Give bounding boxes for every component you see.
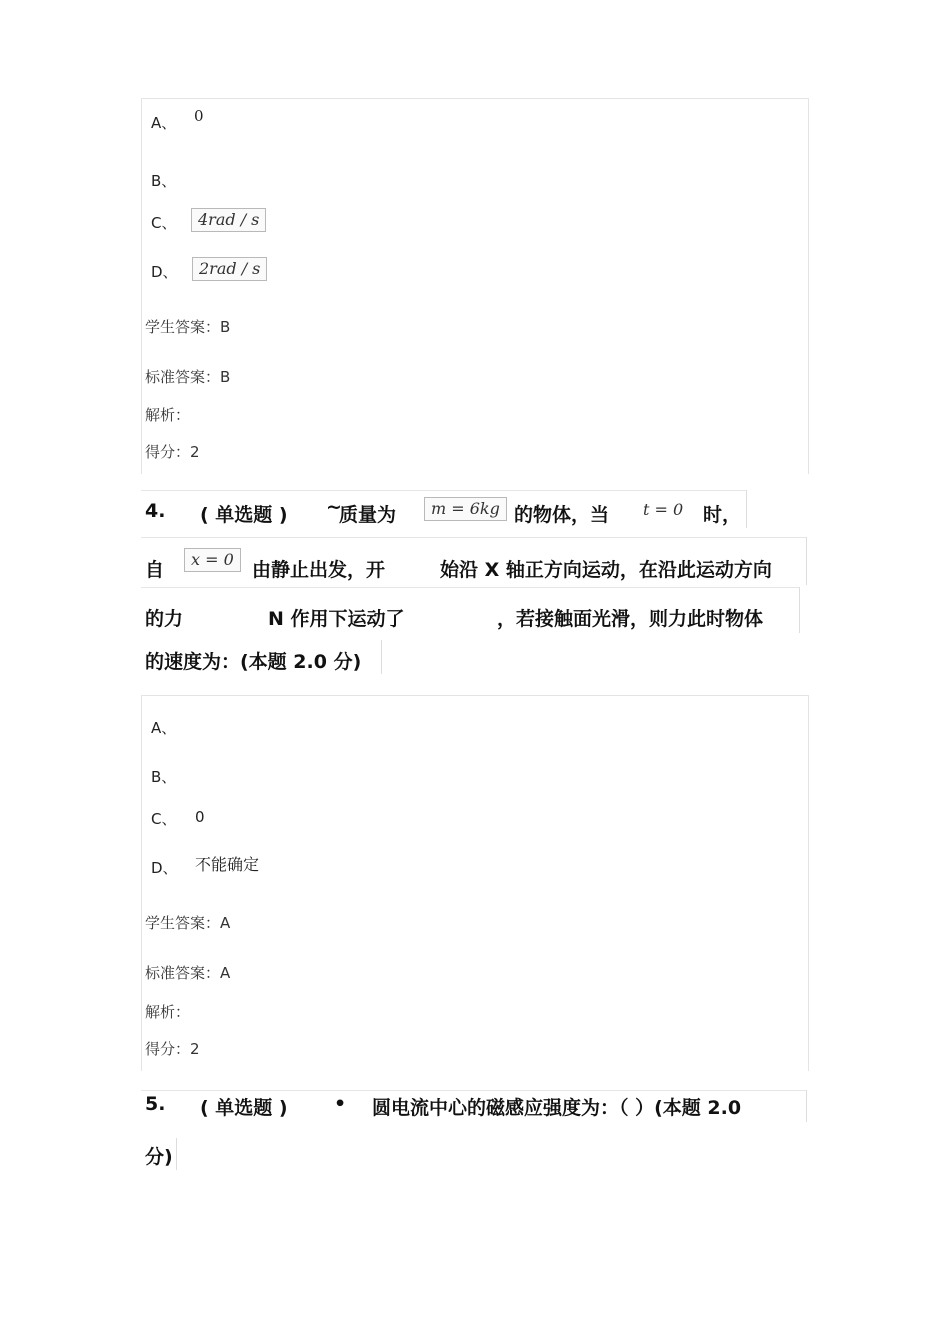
q4-analysis: 解析： xyxy=(145,1003,191,1021)
q3-option-b-letter: B、 xyxy=(151,172,177,190)
q4-line4-text: 的速度为：(本题 2.0 分) xyxy=(145,651,362,673)
q4-line1-text2: 的物体，当 xyxy=(514,504,610,526)
q3-option-c-formula: 4rad / s xyxy=(191,208,266,232)
q5-line2-edge xyxy=(176,1138,177,1170)
q3-option-c-letter: C、 xyxy=(151,214,177,232)
q3-score: 得分：2 xyxy=(145,443,200,461)
q4-formula-t: t = 0 xyxy=(643,500,684,519)
q4-line2-text1: 自 xyxy=(145,559,165,581)
q4-line3-edge xyxy=(799,587,800,633)
q4-line2-rule xyxy=(141,537,807,538)
q5-mark: • xyxy=(334,1093,347,1115)
q4-line2-text2: 由静止出发，开 xyxy=(252,559,386,581)
q4-line1-rule xyxy=(141,490,746,491)
q4-number: 4. xyxy=(145,500,166,522)
q5-line1-rule xyxy=(141,1090,807,1091)
q3-standard-answer: 标准答案：B xyxy=(145,368,231,386)
q4-option-d-value: 不能确定 xyxy=(195,855,260,874)
q3-option-d-formula: 2rad / s xyxy=(192,257,267,281)
q4-mark: ~ xyxy=(326,496,342,518)
q3-answer-panel xyxy=(141,98,809,474)
q4-option-b-letter: B、 xyxy=(151,768,177,786)
q4-line3-text2: N 作用下运动了 xyxy=(268,608,405,630)
q4-formula-x: x = 0 xyxy=(184,548,241,572)
q3-option-a-value: 0 xyxy=(194,107,204,125)
q4-formula-mass: m = 6kg xyxy=(424,497,507,521)
q3-analysis: 解析： xyxy=(145,406,191,424)
q4-answer-panel xyxy=(141,695,809,1071)
q4-score: 得分：2 xyxy=(145,1040,200,1058)
q4-line2-text3: 始沿 X 轴正方向运动，在沿此运动方向 xyxy=(440,559,772,581)
q5-line1-edge xyxy=(806,1090,807,1122)
q5-line1-text: 圆电流中心的磁感应强度为：（ ）(本题 2.0 xyxy=(372,1097,742,1119)
q4-line4-edge xyxy=(381,640,382,674)
q3-option-a-letter: A、 xyxy=(151,114,177,132)
q4-line3-text1: 的力 xyxy=(145,608,184,630)
q4-line1-edge xyxy=(746,490,747,528)
q4-option-c-letter: C、 xyxy=(151,810,177,828)
q3-option-d-letter: D、 xyxy=(151,263,178,281)
q3-student-answer: 学生答案：B xyxy=(145,318,231,336)
q4-option-d-letter: D、 xyxy=(151,859,178,877)
q4-line3-text3: ，若接触面光滑，则力此时物体 xyxy=(497,608,764,630)
q4-standard-answer: 标准答案：A xyxy=(145,964,231,982)
q4-option-c-value: 0 xyxy=(195,808,205,826)
q4-type: ( 单选题 ) xyxy=(200,504,288,526)
q4-student-answer: 学生答案：A xyxy=(145,914,231,932)
q5-line2-text: 分) xyxy=(145,1146,173,1168)
q5-number: 5. xyxy=(145,1093,166,1115)
q4-line1-text1: 质量为 xyxy=(339,504,397,526)
q4-option-a-letter: A、 xyxy=(151,719,177,737)
q4-line1-text3: 时， xyxy=(703,504,742,526)
q4-line3-rule xyxy=(141,587,799,588)
q4-line2-edge xyxy=(806,537,807,585)
q5-type: ( 单选题 ) xyxy=(200,1097,288,1119)
